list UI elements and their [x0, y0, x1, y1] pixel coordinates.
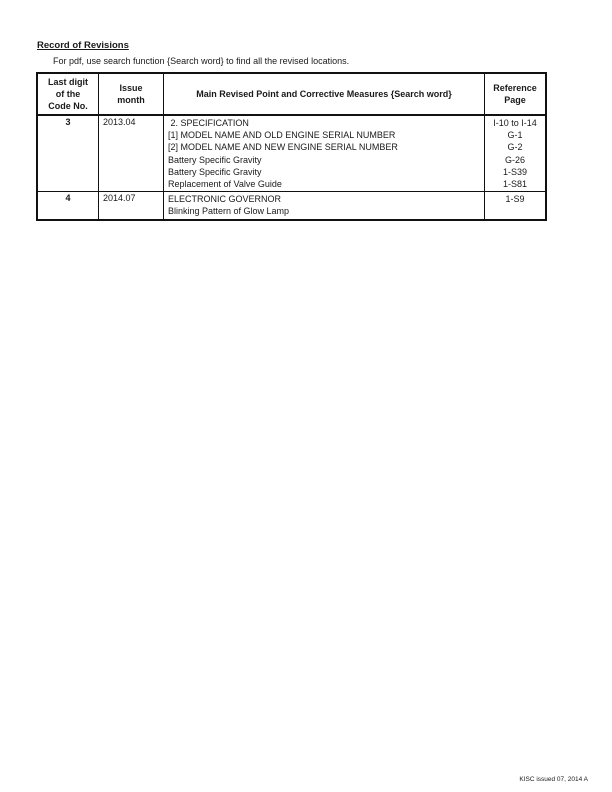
points-cell: ELECTRONIC GOVERNOR Blinking Pattern of Glow Lamp [164, 192, 485, 220]
pages-cell: I-10 to I-14 G-1 G-2 G-26 1-S39 1-S81 [485, 115, 547, 192]
code-cell: 3 [37, 115, 99, 192]
header-issue-month: Issue month [99, 73, 164, 115]
pages-cell: 1-S9 [485, 192, 547, 220]
month-cell: 2013.04 [99, 115, 164, 192]
month-cell: 2014.07 [99, 192, 164, 220]
points-cell: 2. SPECIFICATION [1] MODEL NAME AND OLD ENGINE SERIAL NUMBER [2] MODEL NAME AND NEW ENGINE SERIAL NUMBER Battery Specific Gravity Battery Specific Gravity Replacement of Valve Guide [164, 115, 485, 192]
instructions-text: For pdf, use search function {Search word} to find all the revised locations. [53, 56, 350, 66]
footer-issue-note: KISC issued 07, 2014 A [519, 776, 588, 783]
page-title: Record of Revisions [37, 40, 129, 51]
header-main-revised: Main Revised Point and Corrective Measures {Search word} [164, 73, 485, 115]
table-header-row [37, 73, 546, 115]
table-row [37, 115, 546, 192]
header-code-no: Last digit of the Code No. [37, 73, 99, 115]
table-row [37, 192, 546, 220]
code-cell: 4 [37, 192, 99, 220]
revisions-table [36, 72, 547, 221]
header-reference-page: Reference Page [485, 73, 547, 115]
